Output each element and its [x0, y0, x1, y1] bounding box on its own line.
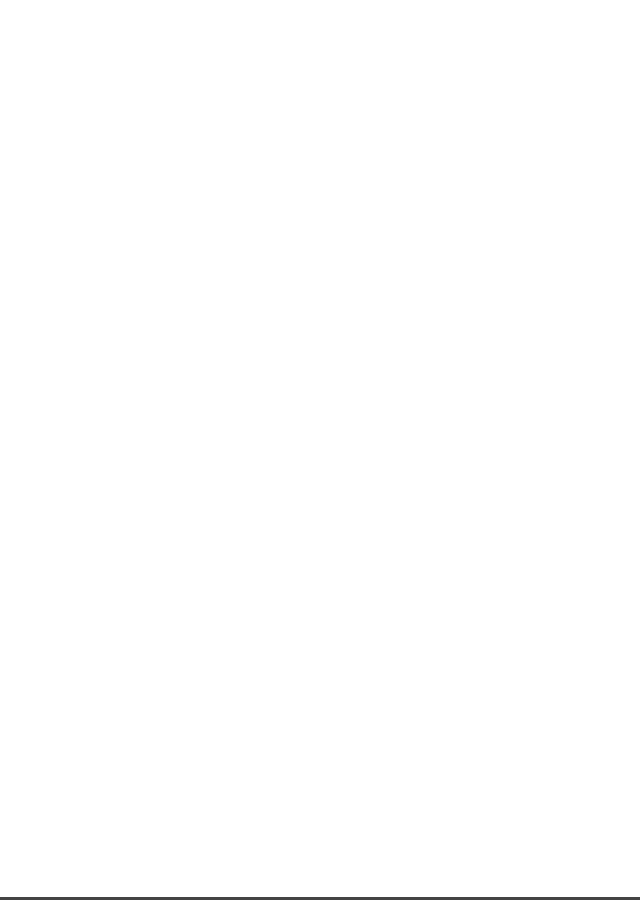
- footer-rule: [0, 897, 640, 900]
- settlements-table: [86, 62, 599, 820]
